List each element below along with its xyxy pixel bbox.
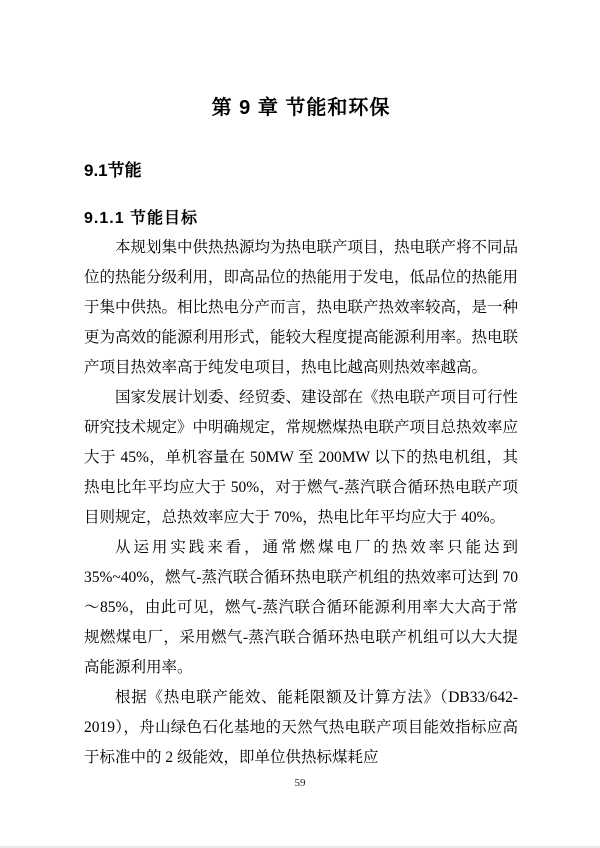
section-heading: 9.1节能	[84, 161, 142, 180]
subsection-heading: 9.1.1 节能目标	[84, 210, 199, 227]
body-paragraph-3: 从运用实践来看，通常燃煤电厂的热效率只能达到 35%~40%，燃气-蒸汽联合循环热电联产机组的热效率可达到 70～85%，由此可见，燃气-蒸汽联合循环能源利用率大大高于常规燃煤电厂，采用燃气-蒸汽联合循环热电联产机组可以大大提高能源利用率。	[84, 539, 518, 676]
body-paragraph-4: 根据《热电联产能效、能耗限额及计算方法》（DB33/642-2019），舟山绿色石化基地的天然气热电联产项目能效指标应高于标准中的 2 级能效，即单位供热标煤耗应	[84, 689, 518, 766]
chapter-title: 第 9 章 节能和环保	[211, 97, 391, 119]
body-paragraph-1: 本规划集中供热热源均为热电联产项目，热电联产将不同品位的热能分级利用，即高品位的热能用于发电，低品位的热能用于集中供热。相比热电分产而言，热电联产热效率较高，是一种更为高效的能源利用形式，能较大程度提高能源利用率。热电联产项目热效率高于纯发电项目，热电比越高则热效率越高。	[84, 239, 519, 376]
page-number: 59	[294, 777, 306, 789]
body-paragraph-2: 国家发展计划委、经贸委、建设部在《热电联产项目可行性研究技术规定》中明确规定，常规燃煤热电联产项目总热效率应大于 45%，单机容量在 50MW 至 200MW 以下的热电机组，其热电比年平均应大于 50%，对于燃气-蒸汽联合循环热电联产项目则规定，总热效率应大于 70%，热电比年平均应大于 40%。	[84, 389, 519, 526]
body-text	[84, 233, 518, 773]
